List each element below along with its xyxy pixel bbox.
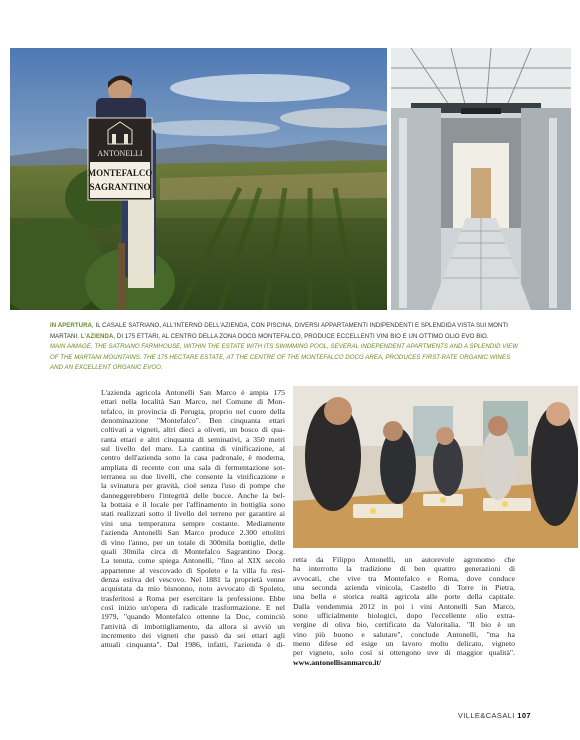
body-line: vergine di oliva bio, certificato da Valoritalia. "Il bio è un (293, 620, 515, 630)
sign-line-2: SAGRANTINO (89, 182, 151, 192)
body-line: stati realizzati sotto il livello del terreno per garantire ai (101, 509, 285, 519)
sign-brand: ANTONELLI (97, 149, 143, 158)
body-line: incremento dei vigneti che passò da sei ettari agli (101, 630, 285, 640)
body-line: 1979, "quando Montefalco ottenne la Doc, cominciò (101, 612, 285, 622)
body-line: ettari nella località San Marco, nel Comune di Mon- (101, 397, 285, 407)
body-line: retta da Filippo Antonelli, un autorevole agronomo che (293, 555, 515, 564)
body-line: acquistata da mio bisnonno, noto avvocato di Spoleto, (101, 584, 285, 594)
body-line: una bella e storica realtà agricola alle porte della capitale. (293, 592, 515, 602)
body-line: una seconda azienda vinicola, Castello di Torre in Pietra, (293, 583, 515, 593)
sign-line-1: MONTEFALCO (87, 168, 153, 178)
page-footer (458, 711, 531, 720)
body-line: la bottaia e il locale per l'affinamento in bottiglia sono (101, 500, 285, 510)
vineyard-photo (10, 48, 387, 310)
body-line: sul livello del mare. La cantina di vinificazione, al (101, 444, 285, 454)
body-line: La tenuta, come spiega Antonelli, "fino al XIX secolo (101, 556, 285, 566)
body-line: sono ufficialmente biologici, dopo l'eccellente olio extra- (293, 611, 515, 621)
body-line: L'azienda agricola Antonelli San Marco è ampia 175 (101, 388, 285, 397)
caption-en-line-2: OF THE MARTANI MOUNTAINS. THE 175 HECTARE ESTATE, AT THE CENTRE OF THE MONTEFALCO DOCG AREA, PRODUCES FIRST-RATE ORGANIC WINES (50, 353, 511, 361)
caption-it-line-2-rest: , DI 175 ETTARI, AL CENTRO DELLA ZONA DOCG MONTEFALCO, PRODUCE ECCELLENTI VINI BIO E UN OTTIMO OLIO EVO BIO. (113, 332, 489, 340)
body-line: denza estiva del vescovo. Nel 1881 la proprietà venne (101, 574, 285, 584)
body-line: ranta ettari e altri cinquanta di seminativi, a 350 metri (101, 434, 285, 444)
caption-en-line-1: MAIN AIMAGE, THE SATRIANO FARMHOUSE, WITHIN THE ESTATE WITH ITS SWIMMING POOL, SEVERAL INDEPENDENT APARTMENTS AND A SPLENDID VIEW (50, 343, 519, 350)
body-line: trasferitosi a Roma per esercitare la professione. Ebbe (101, 593, 285, 603)
body-line: l'azienda Antonelli San Marco produce 2.300 ettolitri (101, 528, 285, 538)
body-line: denominazione "Montefalco". Ben cinquanta ettari (101, 416, 285, 426)
body-line: l'attività di imbottigliamento, da allora si avviò un (101, 621, 285, 631)
article-body-right (293, 555, 515, 667)
caption-en-line-3: AND AN EXCELLENT ORGANIC EVOO. (50, 364, 163, 371)
body-line: terranea su due livelli, che consente la vinificazione e (101, 472, 285, 482)
body-line: centro dell'azienda sotto la casa padronale, è moderna, (101, 453, 285, 463)
body-line: vini una temperatura sempre costante. Mediamente (101, 518, 285, 528)
cellar-photo (391, 48, 571, 310)
body-line: ha interrotto la tradizione di ben quattro generazioni di (293, 564, 515, 574)
body-line: attuali cinquanta". Dal 1986, infatti, l'azienda è di- (101, 640, 285, 650)
cooking-class-photo (293, 386, 578, 548)
website-link[interactable]: www.antonellisanmarco.it/ (293, 657, 382, 667)
body-line: Dalla vendemmia 2012 in poi i vini Antonelli San Marco, (293, 601, 515, 611)
body-line: la svinatura per gravità, cioè senza l'uso di pompe che (101, 481, 285, 491)
body-line: ampliata di recente con una sala di fermentazione sot- (101, 462, 285, 472)
body-line: di vino l'anno, per un totale di 300mila bottiglie, delle (101, 537, 285, 547)
article-body-right-lines (293, 555, 515, 658)
body-line: vino più buono e salutare", conclude Antonelli, "ma ha (293, 629, 515, 639)
caption-italian (50, 321, 570, 342)
body-line: coltivati a vigneti, altri dieci a oliveti, un bosco di qua- (101, 425, 285, 435)
caption-it-line-2: MARTANI. (50, 332, 79, 340)
body-line: avvocati, che vive tra Montefalco e Roma, dove conduce (293, 573, 515, 583)
photo-caption (50, 321, 570, 374)
magazine-name: VILLE&CASALI (457, 711, 515, 720)
body-line: così inizio un'opera di radicale trasformazione. E nel (101, 602, 285, 612)
article-body-left (101, 388, 285, 650)
body-line: tefalco, in provincia di Perugia, proprio nel cuore della (101, 406, 285, 416)
body-line: danneggerebbero l'integrità delle bucce. Anche la bel- (101, 490, 285, 500)
caption-english (50, 342, 570, 374)
page-number: 107 (517, 711, 531, 720)
body-line: quali 30mila circa di Montefalco Sagrantino Docg. (101, 546, 285, 556)
caption-lead-2: L'AZIENDA (80, 332, 114, 340)
body-line: per vigneto, solo così si ottengono uve di maggior qualità". (293, 648, 515, 658)
body-line: meno difese ed esige un lavoro molto delicato, vigneto (293, 639, 515, 649)
caption-it-line-1: , IL CASALE SATRIANO, ALL'INTERNO DELL'AZIENDA, CON PISCINA, DIVERSI APPARTAMENTI INDIPENDENTI E SPLENDIDA VISTA SUI MONTI (91, 322, 508, 329)
body-line: appartenne al vescovado di Spoleto e la villa fu resi- (101, 565, 285, 575)
caption-lead: IN APERTURA (50, 322, 92, 329)
